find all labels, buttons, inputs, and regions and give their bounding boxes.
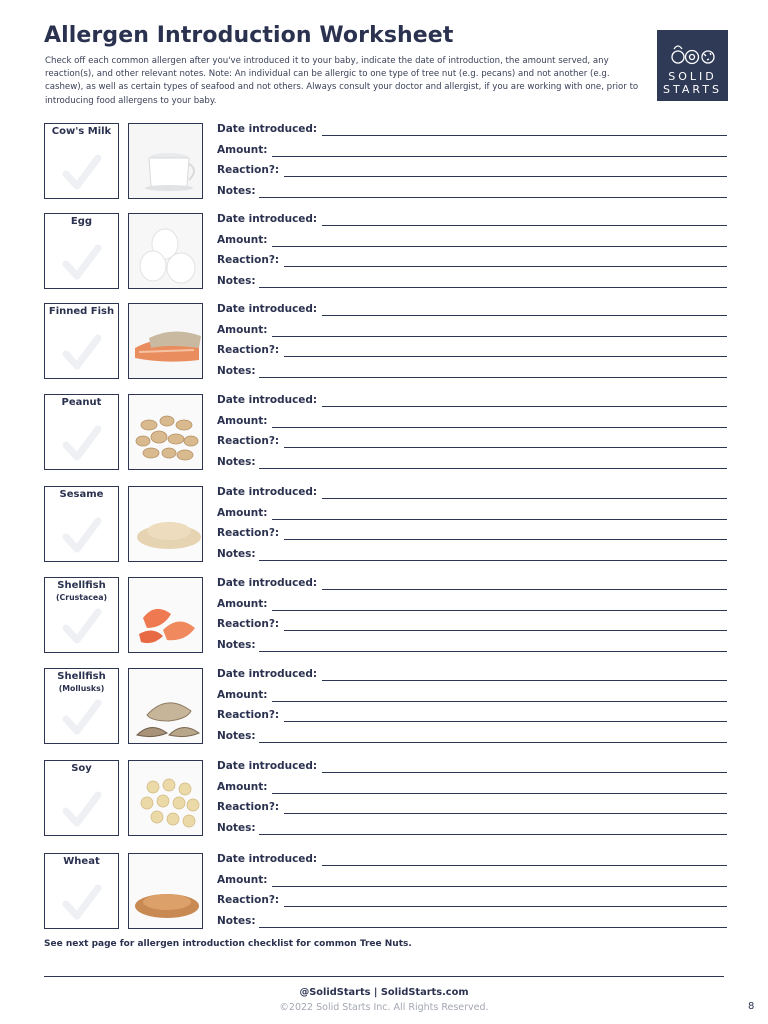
- notes-field[interactable]: [217, 456, 727, 472]
- date-label: Date introduced:: [217, 394, 318, 406]
- date-label: Date introduced:: [217, 853, 318, 865]
- amount-field[interactable]: [217, 689, 727, 705]
- clams-icon: [129, 669, 203, 744]
- allergen-row: [0, 123, 768, 203]
- allergen-row: [0, 760, 768, 840]
- reaction-line[interactable]: [284, 721, 727, 722]
- notes-field[interactable]: [217, 730, 727, 746]
- allergen-name: Peanut: [61, 397, 102, 408]
- allergen-checkbox[interactable]: [44, 303, 119, 379]
- allergen-row: [0, 213, 768, 293]
- checkmark-icon: [62, 152, 102, 192]
- date-field[interactable]: [217, 577, 727, 593]
- notes-label: Notes:: [217, 639, 256, 651]
- notes-line[interactable]: [259, 742, 727, 743]
- notes-label: Notes:: [217, 456, 256, 468]
- sesame-seeds-icon: [129, 487, 203, 562]
- footer-copyright: ©2022 Solid Starts Inc. All Rights Reserved.: [279, 1002, 489, 1013]
- reaction-label: Reaction?:: [217, 894, 280, 906]
- amount-label: Amount:: [217, 415, 268, 427]
- notes-line[interactable]: [259, 651, 727, 652]
- eggs-icon: [129, 214, 203, 289]
- allergen-name: Shellfish: [57, 671, 106, 682]
- amount-field[interactable]: [217, 144, 727, 160]
- allergen-row: [0, 668, 768, 748]
- notes-label: Notes:: [217, 548, 256, 560]
- reaction-label: Reaction?:: [217, 709, 280, 721]
- allergen-photo: [128, 123, 203, 199]
- allergen-row: [0, 303, 768, 383]
- allergen-name: Cow's Milk: [51, 126, 112, 137]
- date-label: Date introduced:: [217, 213, 318, 225]
- date-label: Date introduced:: [217, 123, 318, 135]
- footer-divider: [44, 976, 724, 977]
- reaction-label: Reaction?:: [217, 164, 280, 176]
- amount-label: Amount:: [217, 874, 268, 886]
- reaction-label: Reaction?:: [217, 527, 280, 539]
- checkmark-icon: [62, 332, 102, 372]
- checkmark-icon: [62, 423, 102, 463]
- allergen-checkbox[interactable]: [44, 668, 119, 744]
- reaction-label: Reaction?:: [217, 435, 280, 447]
- date-label: Date introduced:: [217, 303, 318, 315]
- allergen-checkbox[interactable]: [44, 486, 119, 562]
- date-line[interactable]: [322, 406, 727, 407]
- allergen-name: Finned Fish: [48, 306, 115, 317]
- allergen-checkbox[interactable]: [44, 394, 119, 470]
- notes-line[interactable]: [259, 197, 727, 198]
- reaction-field[interactable]: [217, 618, 727, 634]
- checkmark-icon: [62, 789, 102, 829]
- date-field[interactable]: [217, 394, 727, 410]
- notes-line[interactable]: [259, 927, 727, 928]
- allergen-photo: [128, 213, 203, 289]
- notes-field[interactable]: [217, 275, 727, 291]
- soybeans-icon: [129, 761, 203, 836]
- date-line[interactable]: [322, 225, 727, 226]
- shrimp-icon: [129, 578, 203, 653]
- reaction-line[interactable]: [284, 813, 727, 814]
- date-field[interactable]: [217, 486, 727, 502]
- allergen-name: Wheat: [63, 856, 100, 867]
- date-field[interactable]: [217, 853, 727, 869]
- date-line[interactable]: [322, 589, 727, 590]
- allergen-checkbox[interactable]: [44, 213, 119, 289]
- amount-label: Amount:: [217, 144, 268, 156]
- amount-line[interactable]: [272, 336, 727, 337]
- amount-line[interactable]: [272, 246, 727, 247]
- milk-jug-icon: [129, 124, 203, 199]
- allergen-name: Sesame: [59, 489, 104, 500]
- notes-field[interactable]: [217, 548, 727, 564]
- date-field[interactable]: [217, 668, 727, 684]
- date-line[interactable]: [322, 772, 727, 773]
- allergen-photo: [128, 486, 203, 562]
- notes-label: Notes:: [217, 822, 256, 834]
- reaction-field[interactable]: [217, 801, 727, 817]
- reaction-field[interactable]: [217, 254, 727, 270]
- amount-label: Amount:: [217, 507, 268, 519]
- reaction-line[interactable]: [284, 266, 727, 267]
- page-title: Allergen Introduction Worksheet: [44, 23, 454, 48]
- notes-label: Notes:: [217, 185, 256, 197]
- amount-label: Amount:: [217, 324, 268, 336]
- allergen-subtype: (Mollusks): [58, 684, 105, 693]
- notes-line[interactable]: [259, 834, 727, 835]
- allergen-checkbox[interactable]: [44, 123, 119, 199]
- date-line[interactable]: [322, 135, 727, 136]
- date-field[interactable]: [217, 123, 727, 139]
- date-label: Date introduced:: [217, 760, 318, 772]
- allergen-name: Soy: [71, 763, 92, 774]
- reaction-field[interactable]: [217, 164, 727, 180]
- amount-field[interactable]: [217, 234, 727, 250]
- amount-line[interactable]: [272, 793, 727, 794]
- date-line[interactable]: [322, 315, 727, 316]
- date-label: Date introduced:: [217, 577, 318, 589]
- wheat-grains-icon: [129, 854, 203, 929]
- allergen-photo: [128, 668, 203, 744]
- reaction-field[interactable]: [217, 894, 727, 910]
- checkmark-icon: [62, 606, 102, 646]
- notes-label: Notes:: [217, 915, 256, 927]
- notes-field[interactable]: [217, 185, 727, 201]
- logo-line-1: SOLID: [668, 70, 717, 83]
- amount-label: Amount:: [217, 781, 268, 793]
- amount-field[interactable]: [217, 507, 727, 523]
- notes-line[interactable]: [259, 560, 727, 561]
- amount-line[interactable]: [272, 156, 727, 157]
- date-field[interactable]: [217, 303, 727, 319]
- allergen-subtype: (Crustacea): [55, 593, 108, 602]
- intro-text: Check off each common allergen after you've introduced it to your baby, indicate the date of introduction, the amount served, any reaction(s), and other relevant notes. Note: An individual can be allergic to one type of tree nut (e.g. pecans) and not another (e.g. cashew), as well as certain types of seafood and not others. Always consult your doctor and allergist, if you are working with one, prior to introducing food allergens to your baby.: [45, 56, 639, 106]
- allergen-row: [0, 853, 768, 933]
- reaction-field[interactable]: [217, 709, 727, 725]
- allergen-photo: [128, 853, 203, 929]
- checkmark-icon: [62, 882, 102, 922]
- allergen-checkbox[interactable]: [44, 577, 119, 653]
- amount-label: Amount:: [217, 234, 268, 246]
- reaction-field[interactable]: [217, 527, 727, 543]
- date-field[interactable]: [217, 213, 727, 229]
- amount-line[interactable]: [272, 427, 727, 428]
- date-line[interactable]: [322, 680, 727, 681]
- allergen-row: [0, 394, 768, 474]
- page-number: 8: [748, 1001, 755, 1012]
- checkmark-icon: [62, 697, 102, 737]
- amount-line[interactable]: [272, 886, 727, 887]
- notes-field[interactable]: [217, 639, 727, 655]
- allergen-name: Shellfish: [57, 580, 106, 591]
- amount-line[interactable]: [272, 519, 727, 520]
- date-field[interactable]: [217, 760, 727, 776]
- allergen-photo: [128, 760, 203, 836]
- reaction-line[interactable]: [284, 447, 727, 448]
- notes-label: Notes:: [217, 730, 256, 742]
- reaction-line[interactable]: [284, 630, 727, 631]
- reaction-line[interactable]: [284, 539, 727, 540]
- allergen-photo: [128, 577, 203, 653]
- next-page-note: See next page for allergen introduction checklist for common Tree Nuts.: [44, 939, 412, 949]
- allergen-checkbox[interactable]: [44, 853, 119, 929]
- amount-field[interactable]: [217, 324, 727, 340]
- allergen-row: [0, 577, 768, 657]
- allergen-photo: [128, 303, 203, 379]
- reaction-label: Reaction?:: [217, 254, 280, 266]
- food-icons-icon: [657, 30, 728, 70]
- date-line[interactable]: [322, 865, 727, 866]
- fish-fillet-icon: [129, 304, 203, 379]
- notes-label: Notes:: [217, 365, 256, 377]
- notes-line[interactable]: [259, 468, 727, 469]
- notes-line[interactable]: [259, 287, 727, 288]
- footer-links[interactable]: @SolidStarts | SolidStarts.com: [299, 987, 469, 998]
- allergen-photo: [128, 394, 203, 470]
- reaction-label: Reaction?:: [217, 618, 280, 630]
- amount-label: Amount:: [217, 689, 268, 701]
- amount-label: Amount:: [217, 598, 268, 610]
- reaction-line[interactable]: [284, 906, 727, 907]
- amount-field[interactable]: [217, 781, 727, 797]
- solid-starts-logo: [657, 30, 728, 101]
- amount-line[interactable]: [272, 610, 727, 611]
- peanuts-icon: [129, 395, 203, 470]
- reaction-line[interactable]: [284, 176, 727, 177]
- notes-field[interactable]: [217, 822, 727, 838]
- allergen-checkbox[interactable]: [44, 760, 119, 836]
- reaction-label: Reaction?:: [217, 801, 280, 813]
- notes-field[interactable]: [217, 365, 727, 381]
- reaction-field[interactable]: [217, 435, 727, 451]
- reaction-label: Reaction?:: [217, 344, 280, 356]
- allergen-name: Egg: [70, 216, 93, 227]
- reaction-field[interactable]: [217, 344, 727, 360]
- notes-line[interactable]: [259, 377, 727, 378]
- date-line[interactable]: [322, 498, 727, 499]
- notes-field[interactable]: [217, 915, 727, 931]
- amount-field[interactable]: [217, 415, 727, 431]
- checkmark-icon: [62, 515, 102, 555]
- logo-line-2: STARTS: [663, 83, 722, 96]
- notes-label: Notes:: [217, 275, 256, 287]
- checkmark-icon: [62, 242, 102, 282]
- date-label: Date introduced:: [217, 486, 318, 498]
- allergen-row: [0, 486, 768, 566]
- amount-field[interactable]: [217, 874, 727, 890]
- amount-field[interactable]: [217, 598, 727, 614]
- reaction-line[interactable]: [284, 356, 727, 357]
- amount-line[interactable]: [272, 701, 727, 702]
- date-label: Date introduced:: [217, 668, 318, 680]
